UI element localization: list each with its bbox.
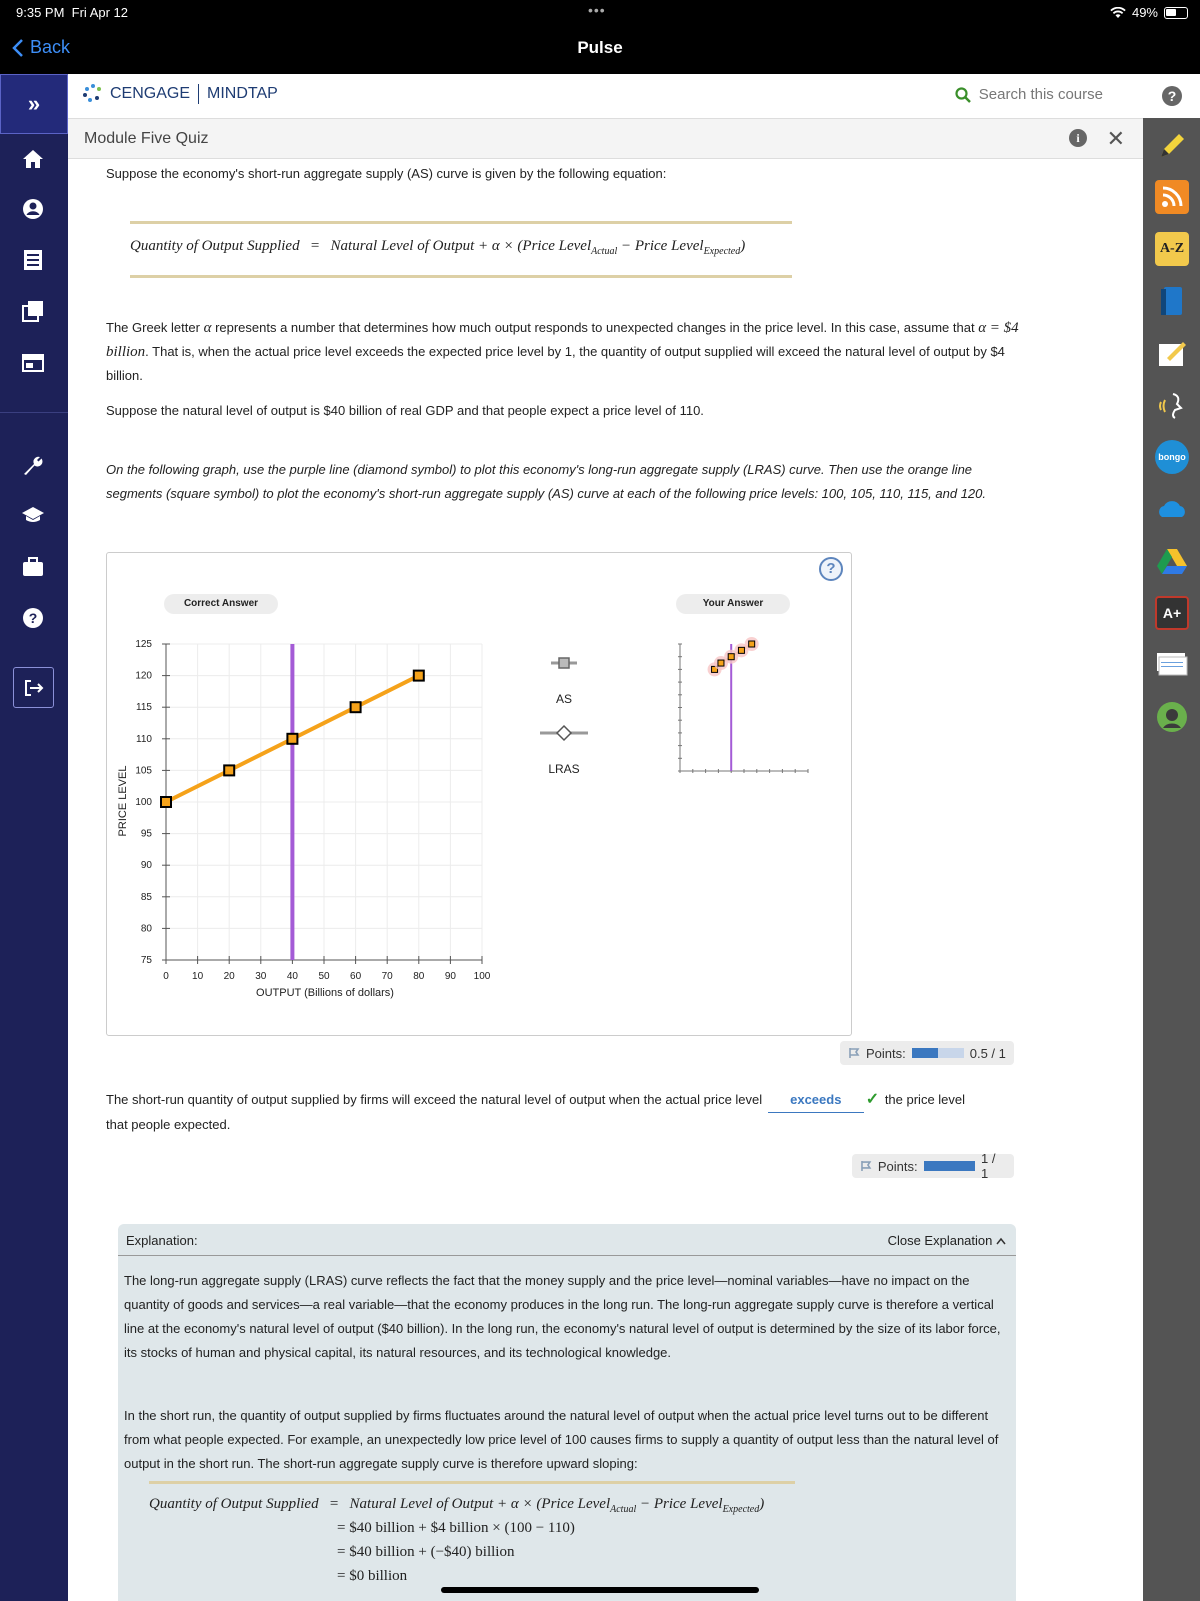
left-rail — [0, 74, 68, 1601]
points-graph — [840, 1041, 1014, 1065]
explanation-paragraph-1: The long-run aggregate supply (LRAS) curve reflects the fact that the money supply and the price level—nominal variables—have no impact on the quantity of goods and services—a real variable—that the economy produces in the long run. The long-run aggregate supply curve is therefore a vertical line at the economy's natural level of output ($40 billion). In the long run, the economy's natural level of output is determined by the size of its labor force, its stocks of human and physical capital, its natural resources, and its technological knowledge. — [124, 1273, 1001, 1360]
y-tick-label: 105 — [135, 765, 152, 777]
explanation-paragraph-2: In the short run, the quantity of output supplied by firms fluctuates around the natural level of output when the actual price level turns out to be different from what people expected. For example, an unexpectedly low price level of 100 causes firms to supply a quantity of output less than the natural level of output in the short run. The short-run aggregate supply curve is therefore upward sloping: — [124, 1408, 999, 1471]
x-axis-label: OUTPUT (Billions of dollars) — [256, 987, 394, 999]
points-flag-icon — [848, 1047, 860, 1059]
answer-dropdown[interactable]: exceeds — [768, 1088, 864, 1113]
as-point[interactable] — [414, 671, 424, 681]
account-icon[interactable] — [18, 194, 48, 224]
close-explanation-button[interactable]: Close Explanation — [888, 1233, 1006, 1248]
as-point[interactable] — [287, 734, 297, 744]
y-tick-label: 80 — [140, 923, 152, 935]
explanation-equation: Quantity of Output Supplied = Natural Level of Output + α × (Price Level$_{Actual}$ − Price Level$_{Expected}$) — [149, 1496, 765, 1515]
chart-grid — [166, 644, 482, 960]
profile-app-icon[interactable] — [1155, 700, 1189, 734]
speech-app-icon[interactable] — [1155, 388, 1189, 422]
equation-step-1: = $40 billion + $4 billion × (100 − 110) — [337, 1520, 575, 1536]
equation-box — [130, 221, 792, 278]
chevron-up-icon — [996, 1237, 1006, 1245]
cengage-logo[interactable] — [82, 83, 278, 105]
gradebook-icon[interactable] — [18, 245, 48, 275]
y-tick-label: 110 — [136, 733, 152, 745]
info-icon[interactable]: i — [1069, 129, 1087, 147]
as-point[interactable] — [161, 797, 171, 807]
x-tick-label: 40 — [286, 971, 298, 982]
graduation-cap-icon[interactable] — [18, 500, 48, 530]
back-label: Back — [30, 37, 71, 57]
thumb-as-point — [749, 641, 755, 647]
x-tick-label: 100 — [473, 971, 491, 982]
question-intro: Suppose the economy's short-run aggregate supply (AS) curve is given by the following equation: — [106, 166, 667, 181]
nav-bar — [0, 25, 1200, 74]
x-tick-label: 10 — [192, 971, 204, 982]
multitask-dots-icon[interactable]: ••• — [588, 2, 606, 18]
status-right — [1110, 5, 1188, 20]
legend-lras-label: LRAS — [548, 762, 580, 776]
x-tick-label: 0 — [163, 971, 169, 982]
your-answer-thumbnail — [678, 637, 808, 773]
battery-percent: 49% — [1131, 5, 1158, 20]
book-app-icon[interactable] — [1155, 284, 1189, 318]
readings-icon[interactable] — [18, 296, 48, 326]
expand-rail-button[interactable]: » — [0, 74, 68, 134]
y-tick-label: 90 — [140, 860, 152, 872]
points-progress-bar — [924, 1161, 975, 1171]
graph-instructions: On the following graph, use the purple line (diamond symbol) to plot this economy's long-run aggregate supply (LRAS) curve. Then use the orange line segments (square symbol) to plot the economy's short-run aggregate supply (AS) curve at each of the following price levels: 100, 105, 110, 115, and 120. — [106, 462, 986, 501]
y-tick-label: 115 — [136, 702, 152, 714]
legend-as[interactable] — [551, 658, 577, 668]
az-glossary-icon[interactable]: A-Z — [1155, 232, 1189, 266]
y-tick-label: 95 — [140, 828, 152, 840]
activity-header — [68, 119, 1143, 159]
cengage-logo-icon — [82, 83, 104, 105]
equation-step-3: = $0 billion — [337, 1568, 408, 1584]
home-icon[interactable] — [18, 144, 48, 174]
explanation-panel — [118, 1224, 1016, 1601]
status-time: 9:35 PM Fri Apr 12 — [16, 5, 129, 20]
wifi-icon — [1110, 7, 1126, 19]
legend-as-label: AS — [555, 692, 573, 706]
as-point[interactable] — [224, 765, 234, 775]
chart-axes — [135, 639, 490, 982]
google-drive-icon[interactable] — [1155, 544, 1189, 578]
y-tick-label: 85 — [140, 891, 152, 903]
right-rail — [1143, 74, 1200, 1601]
points-progress-bar — [912, 1048, 964, 1058]
points-value: 0.5 / 1 — [969, 1045, 1006, 1061]
x-tick-label: 70 — [381, 971, 393, 982]
graph-panel — [106, 552, 852, 1036]
x-tick-label: 90 — [444, 971, 456, 982]
fill-in-sentence: The short-run quantity of output supplied by firms will exceed the natural level of output when the actual price level exceeds ✓ the price level that people expected. — [106, 1088, 1036, 1137]
exit-icon — [23, 678, 45, 698]
thumb-as-point — [738, 647, 744, 653]
status-bar — [0, 0, 1200, 25]
your-answer-label: Your Answer — [676, 594, 790, 614]
graph-help-button[interactable]: ? — [819, 557, 843, 581]
flashcards-icon[interactable] — [1155, 648, 1189, 682]
activity-title: Module Five Quiz — [84, 130, 209, 147]
mindtap-header — [68, 74, 1143, 119]
points-sentence — [852, 1151, 1014, 1181]
onedrive-icon[interactable] — [1155, 492, 1189, 526]
course-search[interactable] — [955, 86, 1103, 103]
points-flag-icon — [860, 1160, 872, 1172]
svg-text:?: ? — [1167, 88, 1176, 104]
exit-button[interactable] — [13, 667, 54, 708]
x-tick-label: 80 — [413, 971, 425, 982]
battery-icon — [1164, 7, 1188, 19]
briefcase-icon[interactable] — [18, 552, 48, 582]
y-tick-label: 125 — [135, 639, 152, 650]
thumb-as-point — [718, 660, 724, 666]
question-circle-icon — [1161, 85, 1183, 107]
points-label: Points: — [877, 1158, 918, 1174]
home-indicator[interactable] — [441, 1587, 759, 1593]
tools-icon[interactable] — [18, 450, 48, 480]
points-value: 1 / 1 — [981, 1151, 996, 1181]
rss-icon[interactable] — [1155, 180, 1189, 214]
correct-answer-label: Correct Answer — [164, 594, 278, 614]
nav-title: Pulse — [577, 38, 623, 57]
alpha-paragraph: The Greek letter α represents a number that determines how much output responds to unexpected changes in the price level. In this case, assume that α = $4 billion. That is, when the actual price level exceeds the expected price level by 1, the quantity of output supplied will exceed the natural level of output by $4 billion. — [106, 320, 1019, 383]
as-point[interactable] — [351, 702, 361, 712]
x-tick-label: 60 — [350, 971, 362, 982]
help-icon[interactable] — [18, 603, 48, 633]
x-tick-label: 30 — [255, 971, 267, 982]
pencil-app-icon[interactable] — [1155, 129, 1189, 163]
help-button[interactable] — [1143, 74, 1200, 118]
thumb-as-point — [728, 654, 734, 660]
equation-step-2: = $40 billion + (−$40) billion — [337, 1544, 515, 1560]
search-input[interactable]: Search this course — [978, 86, 1103, 103]
y-axis-label: PRICE LEVEL — [117, 765, 129, 837]
product-name: MINDTAP — [207, 85, 278, 102]
legend-lras[interactable] — [540, 726, 588, 740]
explanation-equation-rule — [149, 1481, 795, 1484]
explanation-title: Explanation: — [126, 1233, 198, 1248]
brand-name: CENGAGE — [110, 85, 191, 102]
bongo-icon[interactable]: bongo — [1155, 440, 1189, 474]
y-tick-label: 75 — [140, 955, 152, 966]
as-lras-chart — [107, 553, 853, 1037]
question-content — [68, 159, 1143, 1601]
explanation-header — [118, 1224, 1016, 1256]
points-label: Points: — [866, 1045, 906, 1061]
correct-check-icon: ✓ — [865, 1091, 880, 1108]
aplus-icon[interactable]: A+ — [1155, 596, 1189, 630]
close-icon[interactable]: ✕ — [1106, 126, 1125, 151]
natural-level-paragraph: Suppose the natural level of output is $40 billion of real GDP and that people expect a price level of 110. — [106, 403, 704, 418]
x-tick-label: 50 — [318, 971, 330, 982]
dashboard-icon[interactable] — [18, 348, 48, 378]
y-tick-label: 100 — [135, 797, 152, 808]
svg-text:?: ? — [28, 610, 38, 626]
y-tick-label: 120 — [135, 670, 152, 682]
as-equation: Quantity of Output Supplied = Natural Level of Output + α × (Price Level$_{Actual}$ − Price Level$_{Expected}$) — [130, 238, 746, 257]
search-icon — [955, 87, 971, 103]
x-tick-label: 20 — [223, 971, 235, 982]
notes-app-icon[interactable] — [1155, 336, 1189, 370]
